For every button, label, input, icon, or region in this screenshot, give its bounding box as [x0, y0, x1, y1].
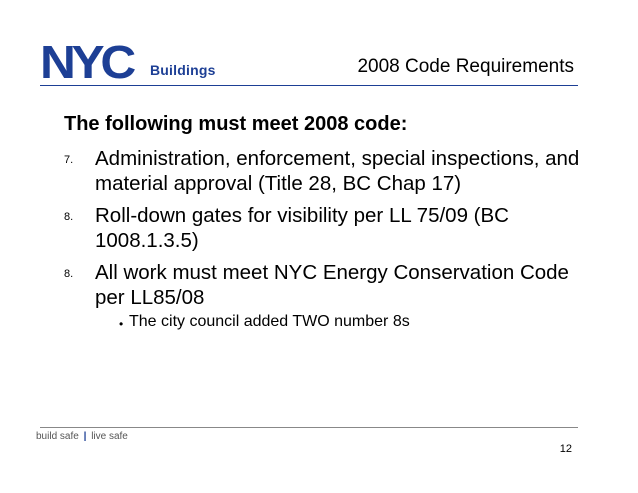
footer-tagline-a: build safe	[36, 431, 79, 442]
logo-text: NYC	[40, 36, 132, 88]
sub-item-text: The city council added TWO number 8s	[129, 313, 410, 330]
sub-list-item	[119, 312, 584, 332]
slide-heading: The following must meet 2008 code:	[64, 113, 408, 135]
nyc-buildings-logo	[40, 36, 220, 88]
list-item	[64, 204, 584, 253]
page-number: 12	[559, 443, 572, 455]
bullet-icon: •	[119, 317, 124, 331]
list-item	[64, 147, 584, 196]
item-list	[64, 147, 584, 340]
list-item	[64, 261, 584, 332]
item-number: 7.	[64, 154, 74, 166]
item-number: 8.	[64, 268, 74, 280]
item-text: All work must meet NYC Energy Conservation Code per LL85/08	[95, 261, 569, 309]
item-text: Roll-down gates for visibility per LL 75/09 (BC 1008.1.3.5)	[95, 204, 509, 252]
item-text: Administration, enforcement, special inspections, and material approval (Title 28, BC Chap 17)	[95, 147, 580, 195]
footer-separator: |	[83, 431, 87, 442]
header-divider	[40, 85, 578, 86]
footer-divider	[40, 427, 578, 428]
slide-title: 2008 Code Requirements	[357, 56, 574, 77]
item-number: 8.	[64, 211, 74, 223]
footer-tagline	[36, 431, 128, 442]
footer-tagline-b: live safe	[91, 431, 128, 442]
logo-subtitle: Buildings	[150, 62, 216, 78]
